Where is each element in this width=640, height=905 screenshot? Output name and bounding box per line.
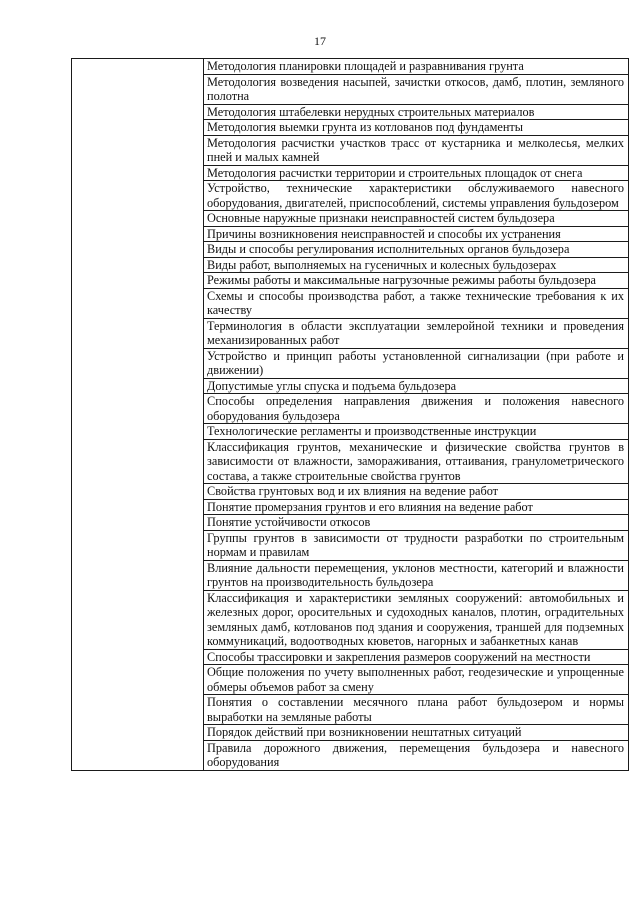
knowledge-item: Понятия о составлении месячного плана работ бульдозером и нормы выработки на земляные работы xyxy=(204,695,629,725)
knowledge-item: Устройство, технические характеристики обслуживаемого навесного оборудования, двигателей, приспособлений, системы управления бульдозером xyxy=(204,181,629,211)
knowledge-item: Понятие устойчивости откосов xyxy=(204,515,629,531)
knowledge-item: Основные наружные признаки неисправностей систем бульдозера xyxy=(204,211,629,227)
knowledge-item: Классификация грунтов, механические и физические свойства грунтов в зависимости от влажности, замораживания, оттаивания, гранулометрического состава, а также строительные свойства грунтов xyxy=(204,439,629,484)
knowledge-item: Терминология в области эксплуатации землеройной техники и проведения механизированных работ xyxy=(204,318,629,348)
knowledge-item: Понятие промерзания грунтов и его влияния на ведение работ xyxy=(204,499,629,515)
knowledge-item: Методология планировки площадей и разравнивания грунта xyxy=(204,59,629,75)
knowledge-item: Виды и способы регулирования исполнительных органов бульдозера xyxy=(204,242,629,258)
knowledge-item: Методология штабелевки нерудных строительных материалов xyxy=(204,104,629,120)
table-row xyxy=(72,59,629,75)
knowledge-item: Группы грунтов в зависимости от трудности разработки по строительным нормам и правилам xyxy=(204,530,629,560)
knowledge-item: Устройство и принцип работы установленной сигнализации (при работе и движении) xyxy=(204,348,629,378)
knowledge-item: Способы трассировки и закрепления размеров сооружений на местности xyxy=(204,649,629,665)
page-number: 17 xyxy=(314,34,326,48)
knowledge-item: Методология расчистки участков трасс от кустарника и мелколесья, мелких пней и малых камней xyxy=(204,135,629,165)
knowledge-item: Схемы и способы производства работ, а также технические требования к их качеству xyxy=(204,288,629,318)
knowledge-item: Правила дорожного движения, перемещения бульдозера и навесного оборудования xyxy=(204,740,629,770)
knowledge-item: Порядок действий при возникновении нештатных ситуаций xyxy=(204,725,629,741)
table-body xyxy=(72,59,629,771)
knowledge-item: Свойства грунтовых вод и их влияния на ведение работ xyxy=(204,484,629,500)
knowledge-item: Причины возникновения неисправностей и способы их устранения xyxy=(204,226,629,242)
knowledge-item: Технологические регламенты и производственные инструкции xyxy=(204,424,629,440)
knowledge-item: Способы определения направления движения и положения навесного оборудования бульдозера xyxy=(204,394,629,424)
knowledge-item: Методология выемки грунта из котлованов под фундаменты xyxy=(204,120,629,136)
requirements-table xyxy=(71,58,629,771)
knowledge-item: Классификация и характеристики земляных сооружений: автомобильных и железных дорог, оросительных и судоходных каналов, плотин, оградительных земляных дамб, котлованов под здания и сооружения, траншей для подземных коммуникаций, водоотводных кюветов, нагорных и забанкетных канав xyxy=(204,590,629,649)
knowledge-item: Методология возведения насыпей, зачистки откосов, дамб, плотин, земляного полотна xyxy=(204,74,629,104)
knowledge-item: Общие положения по учету выполненных работ, геодезические и упрощенные обмеры объемов работ за смену xyxy=(204,665,629,695)
knowledge-item: Режимы работы и максимальные нагрузочные режимы работы бульдозера xyxy=(204,273,629,289)
empty-label-cell xyxy=(72,59,204,771)
knowledge-item: Виды работ, выполняемых на гусеничных и колесных бульдозерах xyxy=(204,257,629,273)
knowledge-item: Влияние дальности перемещения, уклонов местности, категорий и влажности грунтов на производительность бульдозера xyxy=(204,560,629,590)
knowledge-item: Методология расчистки территории и строительных площадок от снега xyxy=(204,165,629,181)
knowledge-item: Допустимые углы спуска и подъема бульдозера xyxy=(204,378,629,394)
